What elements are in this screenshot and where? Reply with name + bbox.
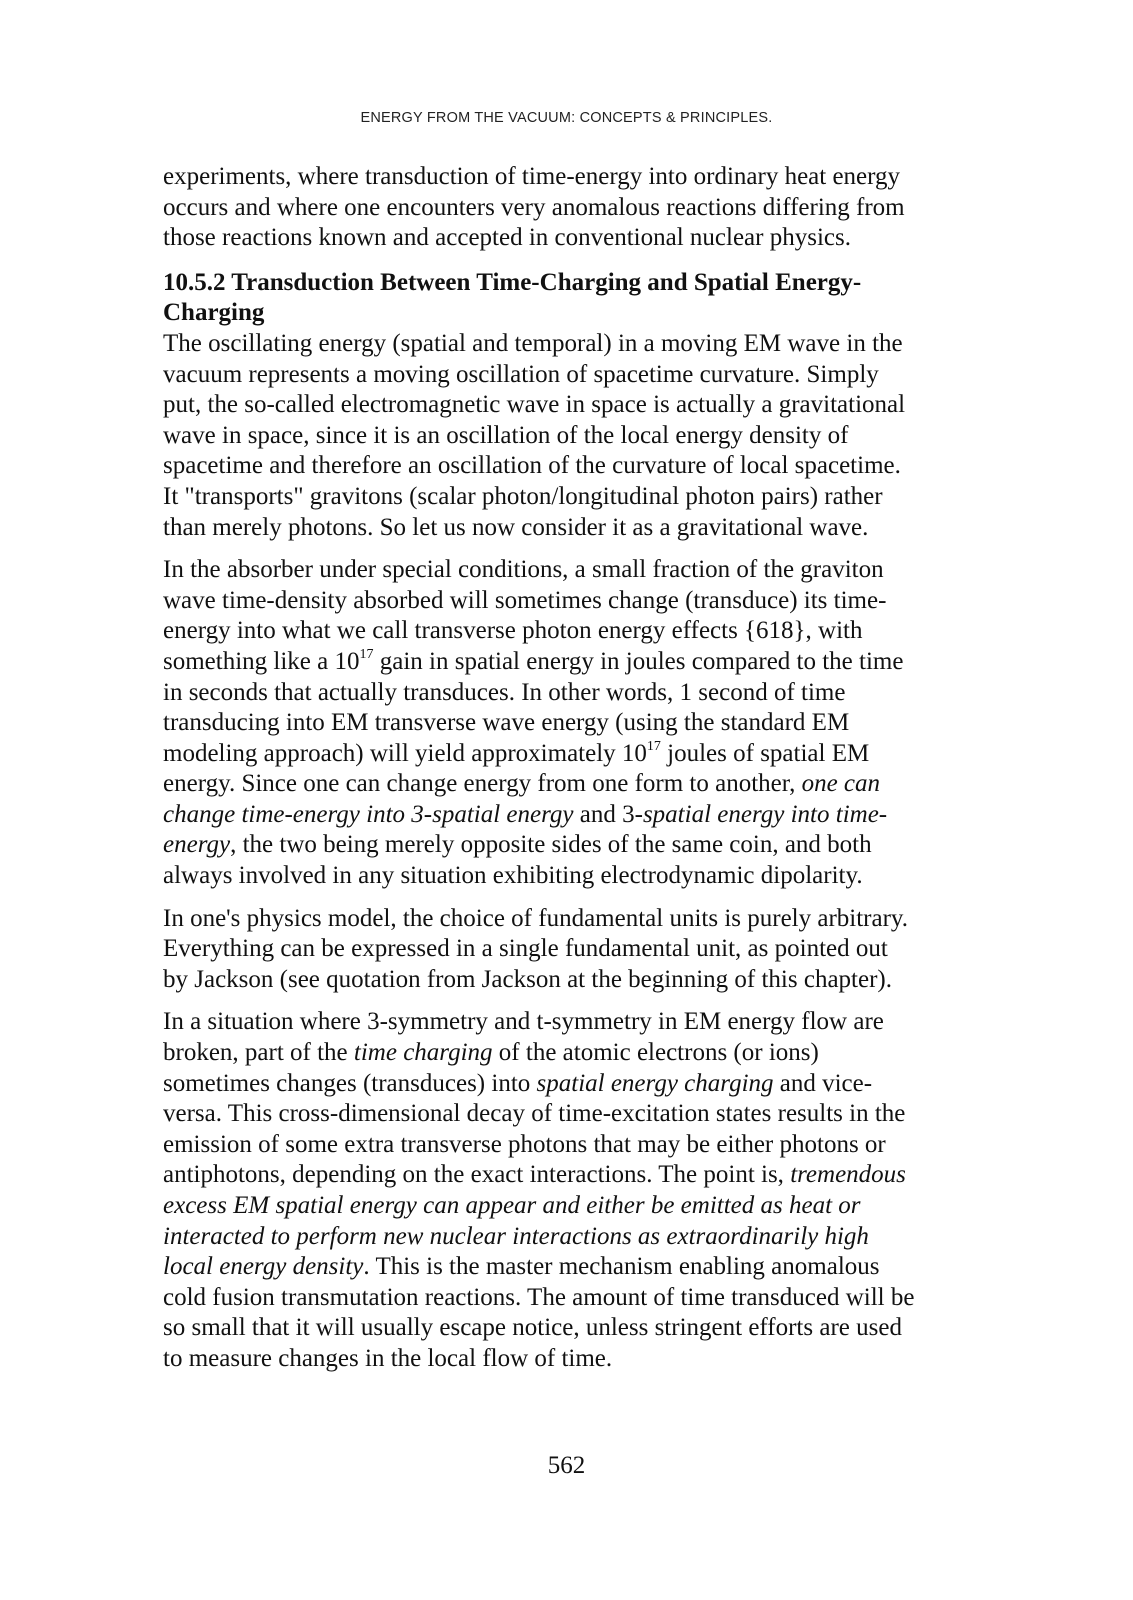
text-line: occurs and where one encounters very anomalous reactions differing from (163, 193, 905, 221)
italic-run: spatial energy into time- (642, 800, 888, 828)
text-line: In the absorber under special conditions, a small fraction of the graviton (163, 556, 884, 584)
text-line: In a situation where 3-symmetry and t-symmetry in EM energy flow are (163, 1008, 884, 1036)
italic-run: one can (801, 770, 881, 798)
text-line (163, 739, 993, 770)
italic-run: change time-energy into 3-spatial energy (163, 800, 574, 828)
italic-run: energy (163, 831, 231, 859)
heading-line: 10.5.2 Transduction Between Time-Charging and Spatial Energy- (163, 268, 862, 296)
text-line (163, 769, 993, 800)
italic-run: excess EM spatial energy can appear and either be emitted as heat or (163, 1192, 861, 1219)
italic-run: time charging (353, 1039, 493, 1067)
text-line: emission of some extra transverse photons that may be either photons or (163, 1130, 886, 1158)
text-line: vacuum represents a moving oscillation of spacetime curvature. Simply (163, 360, 879, 388)
text-line: than merely photons. So let us now consider it as a gravitational wave. (163, 513, 869, 541)
text-run: , the two being merely opposite sides of the same coin, and both (230, 831, 872, 859)
text-line: versa. This cross-dimensional decay of time-excitation states results in the (163, 1100, 906, 1128)
text-run: antiphotons, depending on the exact interactions. The point is, (163, 1161, 791, 1189)
text-line: wave time-density absorbed will sometimes change (transduce) its time- (163, 586, 887, 614)
text-line (163, 830, 993, 861)
italic-run: spatial energy charging (536, 1069, 774, 1097)
text-run: sometimes changes (transduces) into (163, 1069, 537, 1097)
text-run: and 3- (573, 800, 643, 828)
italic-run: interacted to perform new nuclear interactions as extraordinarily high (163, 1222, 869, 1250)
text-line: so small that it will usually escape notice, unless stringent efforts are used (163, 1314, 902, 1342)
paragraph-em-wave (163, 329, 993, 543)
text-line: put, the so-called electromagnetic wave in space is actually a gravitational (163, 391, 906, 419)
paragraph-units (163, 904, 993, 996)
exponent: 17 (359, 646, 374, 662)
text-run: energy. Since one can change energy from one form to another, (163, 770, 802, 798)
text-line: experiments, where transduction of time-energy into ordinary heat energy (163, 163, 901, 190)
text-line (163, 1191, 993, 1222)
paragraph-symmetry (163, 1007, 993, 1374)
text-run: modeling approach) will yield approximately 10 (163, 739, 647, 767)
text-line: spacetime and therefore an oscillation of the curvature of local spacetime. (163, 452, 901, 480)
text-line: transducing into EM transverse wave energy (using the standard EM (163, 709, 850, 737)
text-line: to measure changes in the local flow of time. (163, 1344, 613, 1372)
text-line (163, 647, 993, 678)
text-run: joules of spatial EM (660, 739, 870, 767)
italic-run: tremendous (790, 1161, 906, 1189)
text-line: The oscillating energy (spatial and temporal) in a moving EM wave in the (163, 329, 903, 357)
text-line: wave in space, since it is an oscillation of the local energy density of (163, 421, 849, 449)
text-line: Everything can be expressed in a single fundamental unit, as pointed out (163, 935, 888, 963)
text-run: something like a 10 (163, 647, 360, 675)
page-number: 562 (547, 1452, 586, 1479)
text-run: . This is the master mechanism enabling anomalous (363, 1253, 880, 1281)
text-run: broken, part of the (163, 1039, 354, 1067)
text-line: cold fusion transmutation reactions. The amount of time transduced will be (163, 1283, 915, 1311)
italic-run: local energy density (163, 1253, 364, 1281)
running-header: ENERGY FROM THE VACUUM: CONCEPTS & PRINCIPLES. (360, 110, 773, 126)
text-line: those reactions known and accepted in conventional nuclear physics. (163, 224, 851, 252)
text-line: energy into what we call transverse photon energy effects {618}, with (163, 617, 863, 645)
text-line (163, 1069, 993, 1100)
text-line: In one's physics model, the choice of fundamental units is purely arbitrary. (163, 904, 909, 932)
text-line (163, 1222, 993, 1253)
text-line: in seconds that actually transduces. In other words, 1 second of time (163, 678, 846, 706)
text-run: and vice- (773, 1069, 873, 1097)
text-line (163, 1038, 993, 1069)
exponent: 17 (646, 738, 661, 754)
text-line: always involved in any situation exhibiting electrodynamic dipolarity. (163, 862, 863, 890)
text-run: of the atomic electrons (or ions) (492, 1039, 819, 1067)
text-line (163, 1252, 993, 1283)
text-run: gain in spatial energy in joules compared to the time (373, 647, 904, 675)
section-heading (163, 268, 993, 329)
text-line (163, 1160, 993, 1191)
text-line: It "transports" gravitons (scalar photon/longitudinal photon pairs) rather (163, 482, 883, 510)
paragraph-absorber (163, 555, 993, 892)
heading-line: Charging (163, 299, 265, 327)
intro-paragraph (163, 162, 993, 254)
text-line: by Jackson (see quotation from Jackson at the beginning of this chapter). (163, 965, 892, 993)
text-line (163, 800, 993, 831)
page-body (163, 162, 993, 1375)
